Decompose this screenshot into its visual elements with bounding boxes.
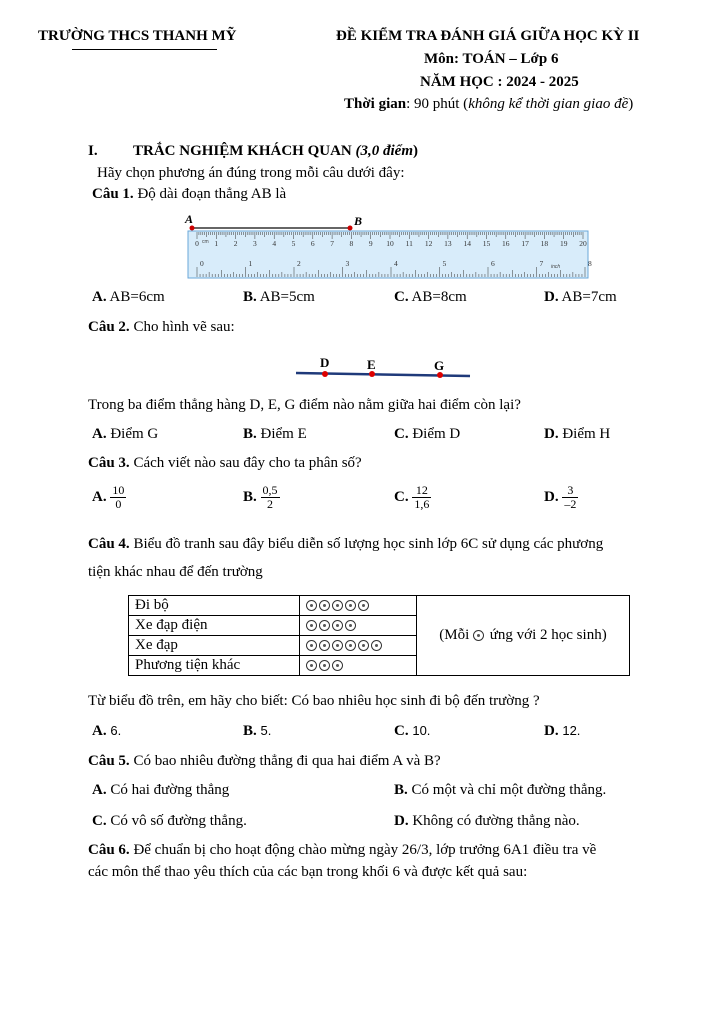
student-icon: [332, 640, 343, 651]
row-icons: [300, 636, 417, 656]
student-icon: [345, 600, 356, 611]
point-a-dot: [190, 226, 195, 231]
q1-option-c[interactable]: [394, 289, 467, 306]
q4-option-c[interactable]: [394, 723, 430, 740]
q2-question: Trong ba điểm thẳng hàng D, E, G điểm nào nằm giữa hai điểm còn lại?: [88, 397, 521, 413]
option-text: AB=7cm: [561, 289, 617, 305]
student-icon: [332, 660, 343, 671]
cm-tick-label: 17: [521, 239, 529, 248]
student-icon: [345, 640, 356, 651]
option-letter: C.: [394, 289, 409, 305]
q3-text: Cách viết nào sau đây cho ta phân số?: [133, 455, 362, 471]
q4-question: Từ biểu đồ trên, em hãy cho biết: Có bao nhiêu học sinh đi bộ đến trường ?: [88, 693, 540, 709]
ruler-point-b: B: [354, 214, 363, 228]
fraction-numerator: 3: [562, 484, 578, 498]
time-label: Thời gian: [344, 96, 407, 112]
q5-option-d[interactable]: [394, 813, 580, 830]
legend-prefix: (Mỗi: [439, 627, 470, 643]
student-icon: [473, 630, 484, 641]
cm-tick-label: 7: [330, 239, 334, 248]
option-text: Có vô số đường thẳng.: [110, 813, 247, 829]
q5-option-b[interactable]: [394, 782, 606, 799]
option-text: Có hai đường thẳng: [110, 782, 230, 798]
cm-tick-label: 18: [540, 239, 549, 248]
q5-text: Có bao nhiêu đường thẳng đi qua hai điểm A và B?: [133, 753, 441, 769]
inch-tick-label: 1: [248, 259, 253, 268]
option-letter: D.: [394, 813, 409, 829]
point-d-dot: [322, 371, 328, 377]
inch-tick-label: 0: [200, 259, 204, 268]
student-icon: [319, 640, 330, 651]
row-icons: [300, 616, 417, 636]
pictograph-table: [128, 595, 630, 676]
label-g: G: [434, 358, 445, 373]
inch-tick-label: 3: [345, 259, 350, 268]
option-text: AB=6cm: [109, 289, 165, 305]
question-1: [92, 186, 286, 203]
section-points-close: ): [413, 143, 419, 159]
cm-tick-label: 1: [214, 239, 219, 248]
cm-tick-label: 4: [272, 239, 277, 248]
option-text: Có một và chỉ một đường thẳng.: [411, 782, 607, 798]
row-label: Phương tiện khác: [129, 656, 300, 676]
student-icon: [306, 620, 317, 631]
school-underline: [72, 49, 217, 50]
question-5: [88, 753, 441, 770]
q3-option-b[interactable]: [243, 484, 280, 511]
q2-option-b[interactable]: [243, 426, 307, 443]
point-b-dot: [348, 226, 353, 231]
option-letter: B.: [243, 426, 257, 442]
exam-time: [344, 96, 633, 113]
option-letter: D.: [544, 488, 559, 505]
q3-option-c[interactable]: [394, 484, 431, 511]
question-2: [88, 319, 235, 336]
question-4: [88, 536, 603, 553]
ruler-figure: [180, 210, 592, 282]
label-d: D: [320, 355, 330, 370]
option-text: Điểm G: [110, 426, 159, 442]
ruler-point-a: A: [185, 212, 194, 226]
q5-label: Câu 5.: [88, 753, 130, 769]
student-icon: [306, 640, 317, 651]
student-icon: [319, 660, 330, 671]
fraction: [261, 484, 280, 511]
q3-option-d[interactable]: [544, 484, 578, 511]
q1-option-a[interactable]: [92, 289, 165, 306]
fraction-numerator: 10: [112, 483, 125, 497]
inch-tick-label: 4: [394, 259, 398, 268]
q3-label: Câu 3.: [88, 455, 130, 471]
q4-text-line1: Biểu đồ tranh sau đây biểu diễn số lượng học sinh lớp 6C sử dụng các phương: [133, 536, 604, 552]
fraction-numerator: 0,5: [262, 483, 278, 497]
option-letter: C.: [394, 723, 409, 739]
option-letter: C.: [394, 488, 409, 505]
fraction: [562, 484, 578, 511]
q5-option-c[interactable]: [92, 813, 247, 830]
student-icon: [332, 600, 343, 611]
q4-option-d[interactable]: [544, 723, 580, 740]
row-label: Xe đạp điện: [129, 616, 300, 636]
time-note: không kể thời gian giao đề: [468, 96, 629, 112]
fraction: [110, 484, 126, 511]
inch-tick-label: 5: [442, 259, 447, 268]
student-icon: [371, 640, 382, 651]
row-label: Xe đạp: [129, 636, 300, 656]
q2-option-d[interactable]: [544, 426, 610, 443]
cm-tick-label: 3: [253, 239, 257, 248]
fraction-numerator: 12: [412, 484, 431, 498]
section-title-text: TRẮC NGHIỆM KHÁCH QUAN: [133, 143, 352, 159]
q4-label: Câu 4.: [88, 536, 130, 552]
q1-option-d[interactable]: [544, 289, 617, 306]
inch-tick-label: 7: [539, 259, 544, 268]
student-icon: [306, 600, 317, 611]
q2-label: Câu 2.: [88, 319, 130, 335]
pictograph-legend: [417, 596, 630, 676]
cm-tick-label: 9: [368, 239, 373, 248]
time-close: ): [628, 96, 634, 112]
question-3: [88, 455, 362, 472]
pictograph-row: [129, 596, 630, 616]
cm-tick-label: 13: [444, 239, 452, 248]
cm-tick-label: 20: [579, 239, 587, 248]
exam-title: ĐỀ KIỂM TRA ĐÁNH GIÁ GIỮA HỌC KỲ II: [336, 28, 640, 44]
fraction-denominator: 0: [115, 497, 122, 511]
option-letter: A.: [92, 782, 107, 798]
fraction-denominator: 1,6: [414, 497, 430, 511]
option-letter: B.: [243, 723, 257, 739]
row-label: Đi bộ: [129, 596, 300, 616]
student-icon: [358, 600, 369, 611]
q4-option-b[interactable]: [243, 723, 271, 740]
inch-tick-label: 6: [491, 259, 495, 268]
student-icon: [319, 600, 330, 611]
section-title: [133, 143, 418, 160]
cm-tick-label: 14: [463, 239, 471, 248]
option-text: 12.: [562, 723, 581, 738]
cm-tick-label: 12: [424, 239, 433, 248]
option-letter: D.: [544, 289, 559, 305]
inch-tick-label: 2: [297, 259, 301, 268]
q2-text: Cho hình vẽ sau:: [133, 319, 235, 335]
option-text: AB=5cm: [259, 289, 315, 305]
student-icon: [358, 640, 369, 651]
legend-suffix: ứng với 2 học sinh): [489, 627, 607, 643]
cm-tick-label: 6: [310, 239, 315, 248]
option-letter: D.: [544, 723, 559, 739]
row-icons: [300, 656, 417, 676]
q2-option-c[interactable]: [394, 426, 460, 443]
school-name: TRƯỜNG THCS THANH MỸ: [38, 28, 237, 44]
inch-tick-label: 8: [588, 259, 592, 268]
q6-text-line1: Để chuẩn bị cho hoạt động chào mừng ngày 26/3, lớp trưởng 6A1 điều tra về: [133, 842, 597, 858]
cm-tick-label: 8: [349, 239, 354, 248]
cm-tick-label: 15: [482, 239, 491, 248]
option-text: 10.: [412, 723, 431, 738]
q1-option-b[interactable]: [243, 289, 315, 306]
cm-tick-label: 11: [405, 239, 413, 248]
fraction-denominator: –2: [564, 497, 577, 511]
section-points: (3,0 điểm: [355, 143, 414, 159]
fraction-denominator: 2: [267, 497, 274, 511]
option-text: Không có đường thẳng nào.: [412, 813, 580, 829]
q4-text-line2: tiện khác nhau để đến trường: [88, 564, 263, 580]
student-icon: [319, 620, 330, 631]
q2-option-a[interactable]: [92, 426, 158, 443]
cm-tick-label: 2: [233, 239, 238, 248]
cm-tick-label: 10: [386, 239, 394, 248]
option-letter: D.: [544, 426, 559, 442]
ruler-cm-labels: [195, 239, 587, 248]
cm-tick-label: 5: [291, 239, 296, 248]
option-letter: A.: [92, 723, 107, 739]
option-letter: A.: [92, 289, 107, 305]
student-icon: [306, 660, 317, 671]
cm-tick-label: 0: [195, 239, 199, 248]
option-letter: B.: [394, 782, 408, 798]
cm-tick-label: 16: [502, 239, 510, 248]
exam-year: NĂM HỌC : 2024 - 2025: [420, 74, 579, 90]
ruler-cm-ticks: [197, 232, 583, 239]
q6-label: Câu 6.: [88, 842, 130, 858]
option-text: Điểm D: [412, 426, 461, 442]
q6-text-line2: các môn thể thao yêu thích của các bạn trong khối 6 và được kết quả sau:: [88, 864, 528, 880]
option-letter: B.: [243, 289, 257, 305]
option-letter: B.: [243, 488, 257, 505]
fraction: [412, 484, 431, 511]
q1-text: Độ dài đoạn thẳng AB là: [137, 186, 287, 202]
option-text: Điểm E: [260, 426, 307, 442]
student-icon: [332, 620, 343, 631]
time-value: : 90 phút (: [406, 96, 469, 112]
option-letter: A.: [92, 488, 107, 505]
row-icons: [300, 596, 417, 616]
ruler-inch-unit: inch: [551, 264, 561, 270]
line-figure: [292, 353, 474, 383]
q3-option-a[interactable]: [92, 484, 126, 511]
section-instruction: Hãy chọn phương án đúng trong mỗi câu dưới đây:: [97, 165, 405, 181]
label-e: E: [367, 357, 376, 372]
option-text: 5.: [260, 723, 272, 738]
option-text: AB=8cm: [411, 289, 467, 305]
cm-tick-label: 19: [559, 239, 568, 248]
option-letter: A.: [92, 426, 107, 442]
option-letter: C.: [92, 813, 107, 829]
option-letter: C.: [394, 426, 409, 442]
q1-label: Câu 1.: [92, 186, 134, 202]
student-icon: [345, 620, 356, 631]
option-text: 6.: [110, 723, 122, 738]
question-6: [88, 842, 596, 859]
q4-option-a[interactable]: [92, 723, 121, 740]
exam-subject: Môn: TOÁN – Lớp 6: [424, 51, 559, 67]
option-text: Điểm H: [562, 426, 611, 442]
section-number: I.: [88, 143, 98, 159]
ruler-cm-unit: cm: [202, 239, 209, 245]
q5-option-a[interactable]: [92, 782, 229, 799]
